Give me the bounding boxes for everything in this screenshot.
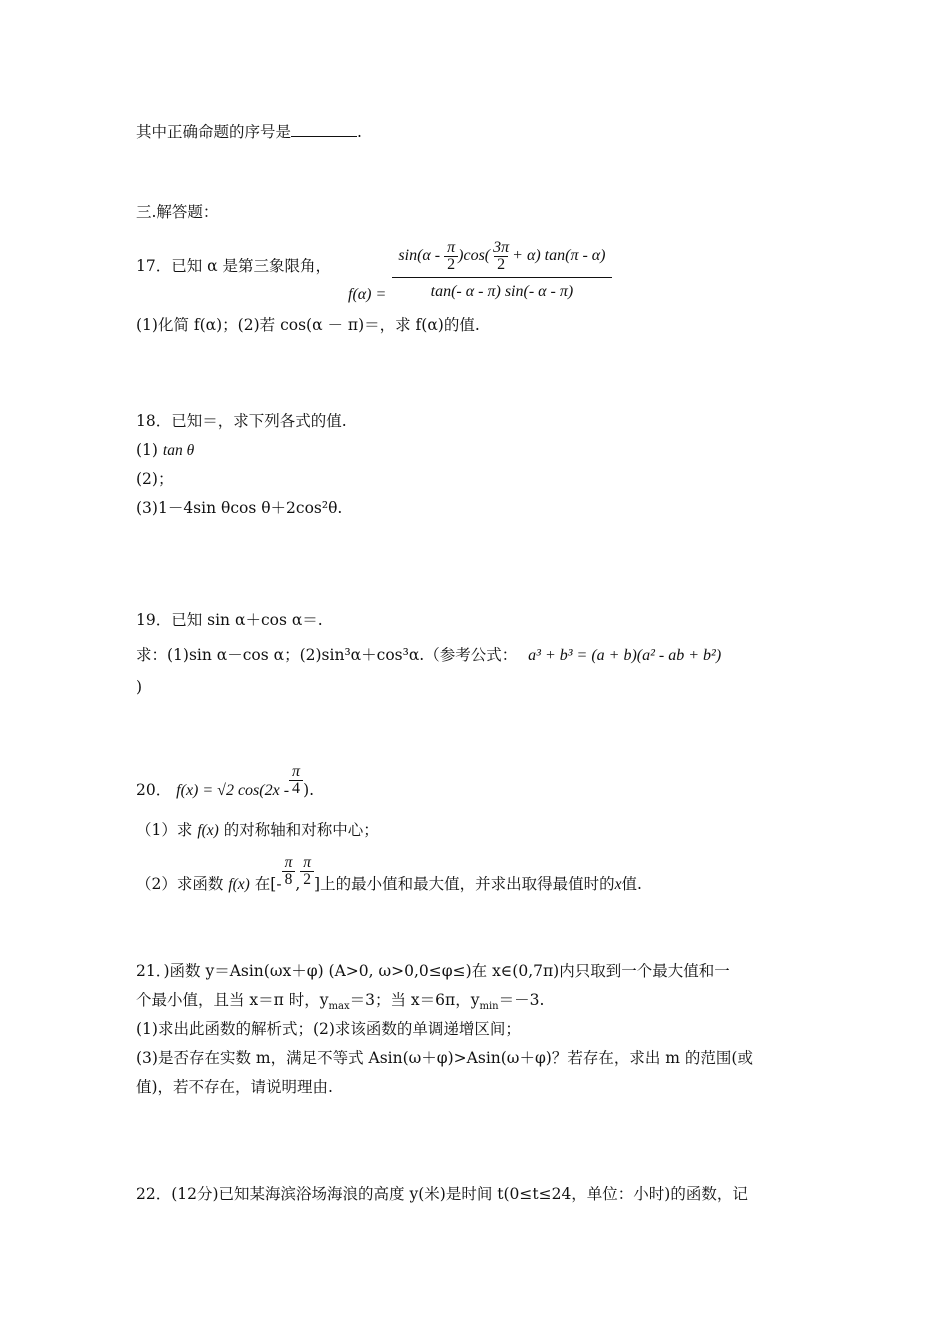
q20-two: 2 [300, 871, 314, 888]
q19-close: ) [136, 678, 143, 696]
q21-l5: 值)，若不存在，请说明理由. [136, 1078, 333, 1096]
q20-pi-c: π [303, 854, 312, 871]
q17-num-c: + α) tan(π - α) [512, 247, 606, 265]
q17-two: 2 [444, 256, 458, 273]
q19-sub-text: 求：(1)sin α－cos α；(2)sin³α＋cos³α.（参考公式： [136, 646, 518, 664]
section-heading: 三.解答题： [136, 203, 219, 221]
q18-p1-label: (1) [136, 441, 158, 459]
q22-l1: 22．(12分)已知某海滨浴场海浪的高度 y(米)是时间 t(0≤t≤24，单位：小时)的函数，记 [136, 1185, 748, 1203]
q21-l2-b: ＝3；当 x＝6π，y [349, 991, 480, 1009]
q17-3pi-over-2 [490, 240, 512, 273]
q21-l2 [136, 993, 544, 1012]
q18-p3: (3)1－4sin θcos θ＋2cos²θ. [136, 499, 343, 517]
intro-end: . [357, 123, 362, 141]
q17-pi-over-2 [444, 240, 458, 273]
q21-l2-c: ＝－3. [498, 991, 545, 1009]
q20-p2-a: （2）求函数 [136, 875, 224, 893]
q20-p2-x: x [614, 876, 622, 893]
q20-pi: π [292, 763, 301, 780]
q20-eight: 8 [282, 871, 296, 888]
q21-l1: 21．)函数 y＝Asin(ωx＋φ) (A>0, ω>0,0≤φ≤)在 x∈(0,7π)内只取到一个最大值和一 [136, 962, 730, 980]
q21-l4: (3)是否存在实数 m，满足不等式 Asin(ω＋φ)>Asin(ω＋φ)？若存在，求出 m 的范围(或 [136, 1049, 753, 1067]
q17-lhs: f(α) = [348, 285, 387, 303]
q18-p1-math: tan θ [162, 442, 195, 459]
q20-p2-f: f(x) [228, 876, 250, 893]
q18-p2: (2)； [136, 470, 174, 488]
q17-stem [136, 259, 331, 275]
q17-sub: (1)化简 f(α)；(2)若 cos(α － π)＝，求 f(α)的值. [136, 316, 480, 334]
q17-formula [348, 239, 609, 303]
answer-blank [291, 136, 357, 137]
q17-fraction [395, 240, 608, 300]
q17-pi: π [447, 239, 456, 256]
q17-num-b: )cos( [458, 247, 491, 265]
q17-denominator: tan(- α - π) sin(- α - π) [392, 277, 611, 300]
q20-end: ). [303, 780, 315, 799]
q20-p1-b: 的对称轴和对称中心； [223, 821, 379, 839]
q19-stem: 19．已知 sin α＋cos α＝. [136, 611, 323, 629]
q20-p2-b: 在[- [254, 875, 282, 893]
q21-l2-max: max [328, 1001, 350, 1013]
q19-sub [136, 648, 721, 664]
q20-four: 4 [289, 780, 303, 797]
q20-pi-over-2 [300, 855, 314, 887]
q20-p2 [136, 854, 642, 893]
q20-comma: , [295, 875, 301, 893]
q20-lhs: f(x) = √2 cos(2x - [176, 781, 290, 799]
q20-pi-over-8 [282, 855, 296, 887]
q17-3pi: 3π [493, 239, 510, 256]
q20-p2-c: ]上的最小值和最大值，并求出取得最值时的 [314, 875, 615, 893]
q20-p1-a: （1）求 [136, 821, 193, 839]
q20-p1-f: f(x) [197, 822, 219, 839]
q21-l2-min: min [479, 1001, 499, 1013]
q20-pi-over-4 [289, 764, 303, 797]
q18-p1 [136, 443, 194, 459]
q17-stem-text: 17．已知 α 是第三象限角， [136, 257, 332, 275]
q21-l3: (1)求出此函数的解析式；(2)求该函数的单调递增区间； [136, 1020, 521, 1038]
q20-p2-d: 值. [621, 875, 642, 893]
q18-stem: 18．已知＝，求下列各式的值. [136, 412, 347, 430]
q17-num-a: sin(α - [398, 247, 441, 265]
q17-two-b: 2 [494, 256, 508, 273]
q19-formula: a³ + b³ = (a + b)(a² - ab + b²) [528, 647, 722, 664]
q20-p1 [136, 823, 379, 839]
intro-text: 其中正确命题的序号是 [136, 123, 292, 141]
q20-label: 20． [136, 780, 172, 799]
q20-line [136, 764, 314, 797]
intro-line [136, 125, 362, 141]
q17-numerator [395, 240, 608, 277]
q21-l2-a: 个最小值，且当 x＝π 时，y [136, 991, 329, 1009]
q20-pi-b: π [284, 854, 293, 871]
